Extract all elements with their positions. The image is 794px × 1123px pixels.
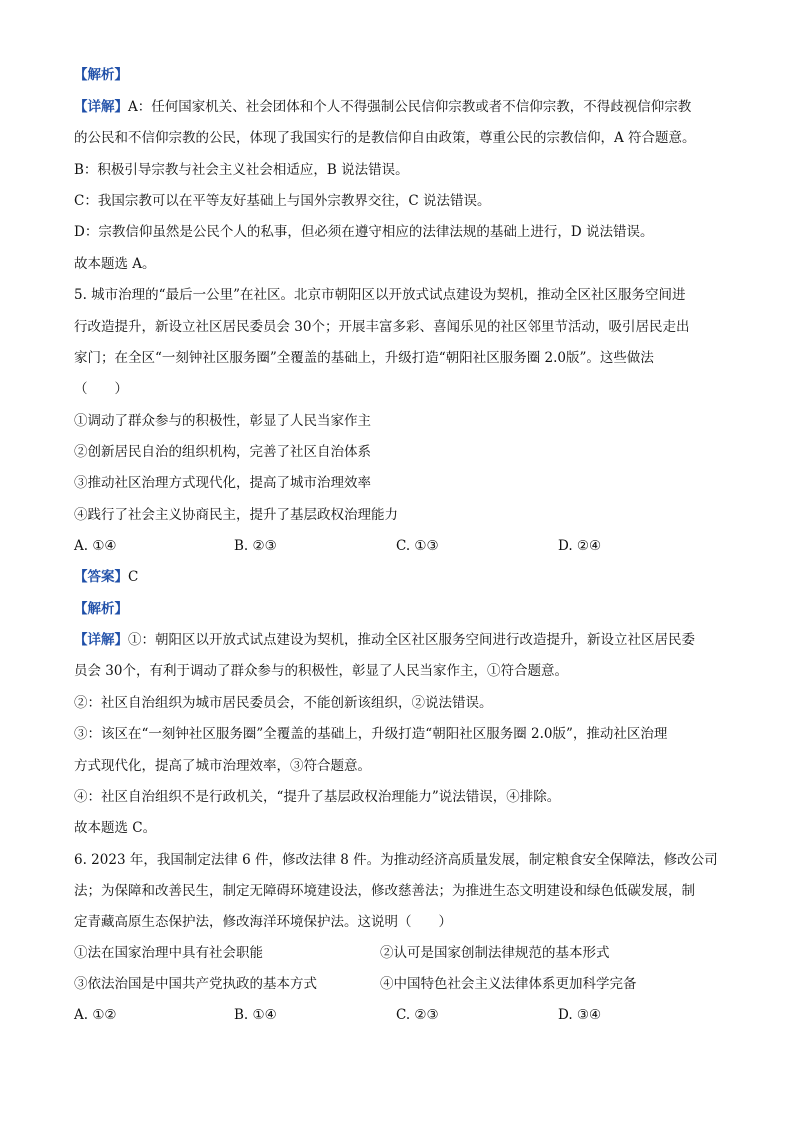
q5-option-c: C. ①③ xyxy=(396,538,439,554)
q6-statement: ④中国特色社会主义法律体系更加科学完备 xyxy=(380,976,637,992)
q4-conclusion: 故本题选 A。 xyxy=(74,256,156,272)
q5-detail-line: 员会 30个，有利于调动了群众参与的积极性，彰显了人民当家作主，①符合题意。 xyxy=(74,663,568,679)
q6-stem-line: 6. 2023 年，我国制定法律 6 件，修改法律 8 件。为推动经济高质量发展，制定粮食安全保障法，修改公司 xyxy=(74,852,718,868)
q6-stem-line: 定青藏高原生态保护法，修改海洋环境保护法。这说明（ ） xyxy=(74,914,452,930)
q6-stem-line: 法；为保障和改善民生，制定无障碍环境建设法，修改慈善法；为推进生态文明建设和绿色低碳发展，制 xyxy=(74,883,695,899)
q4-detail-tag: 【详解】 xyxy=(74,99,128,115)
q5-statement: ④践行了社会主义协商民主，提升了基层政权治理能力 xyxy=(74,507,398,523)
q5-option-d: D. ②④ xyxy=(558,538,602,554)
q5-option-b: B. ②③ xyxy=(234,538,277,554)
q5-detail-line: 【详解】①：朝阳区以开放式试点建设为契机，推动全区社区服务空间进行改造提升，新设立社区居民委 xyxy=(74,632,695,648)
q5-answer-tag: 【答案】 xyxy=(74,569,128,585)
q6-option-c: C. ②③ xyxy=(396,1007,439,1023)
q6-statement: ①法在国家治理中具有社会职能 xyxy=(74,945,263,961)
q5-analysis-line: ③：该区在“一刻钟社区服务圈”全覆盖的基础上，升级打造“朝阳社区服务圈 2.0版”，推动社区治理 xyxy=(74,726,668,742)
q5-conclusion: 故本题选 C。 xyxy=(74,820,157,836)
q6-option-a: A. ①② xyxy=(74,1007,117,1023)
q5-stem-line: 行改造提升，新设立社区居民委员会 30个；开展丰富多彩、喜闻乐见的社区邻里节活动，吸引居民走出 xyxy=(74,319,690,335)
q4-analysis-line: D：宗教信仰虽然是公民个人的私事，但必须在遵守相应的法律法规的基础上进行，D 说法错误。 xyxy=(74,224,654,240)
q5-analysis-heading: 【解析】 xyxy=(74,601,128,617)
q6-statement: ③依法治国是中国共产党执政的基本方式 xyxy=(74,976,317,992)
q5-analysis-line: ④：社区自治组织不是行政机关，“提升了基层政权治理能力”说法错误，④排除。 xyxy=(74,789,561,805)
q6-statement: ②认可是国家创制法律规范的基本形式 xyxy=(380,945,610,961)
q4-analysis-heading: 【解析】 xyxy=(74,67,128,83)
q4-analysis-line: B：积极引导宗教与社会主义社会相适应，B 说法错误。 xyxy=(74,162,409,178)
q5-statement: ②创新居民自治的组织机构，完善了社区自治体系 xyxy=(74,444,371,460)
q5-analysis-line: 方式现代化，提高了城市治理效率，③符合题意。 xyxy=(74,758,371,774)
q5-option-a: A. ①④ xyxy=(74,538,117,554)
q5-answer-value: C xyxy=(128,569,139,585)
q5-detail-tag: 【详解】 xyxy=(74,632,128,648)
q6-option-d: D. ③④ xyxy=(558,1007,602,1023)
q5-answer xyxy=(74,567,720,589)
q4-detail-line: 【详解】A：任何国家机关、社会团体和个人不得强制公民信仰宗教或者不信仰宗教，不得歧视信仰宗教 xyxy=(74,99,692,115)
q5-analysis-line: ②：社区自治组织为城市居民委员会，不能创新该组织，②说法错误。 xyxy=(74,695,493,711)
q4-analysis-line: C：我国宗教可以在平等友好基础上与国外宗教界交往，C 说法错误。 xyxy=(74,193,491,209)
q5-stem-line: 5. 城市治理的“最后一公里”在社区。北京市朝阳区以开放式试点建设为契机，推动全区社区服务空间进 xyxy=(74,287,686,303)
q5-statement: ③推动社区治理方式现代化，提高了城市治理效率 xyxy=(74,475,371,491)
q4-detail-line: 的公民和不信仰宗教的公民，体现了我国实行的是教信仰自由政策，尊重公民的宗教信仰，A 符合题意。 xyxy=(74,130,696,146)
q5-stem-line: 家门；在全区“一刻钟社区服务圈”全覆盖的基础上，升级打造“朝阳社区服务圈 2.0版”。这些做法 xyxy=(74,350,654,366)
q5-statement: ①调动了群众参与的积极性，彰显了人民当家作主 xyxy=(74,413,371,429)
q6-option-b: B. ①④ xyxy=(234,1007,277,1023)
q5-stem-line: （ ） xyxy=(74,381,128,397)
